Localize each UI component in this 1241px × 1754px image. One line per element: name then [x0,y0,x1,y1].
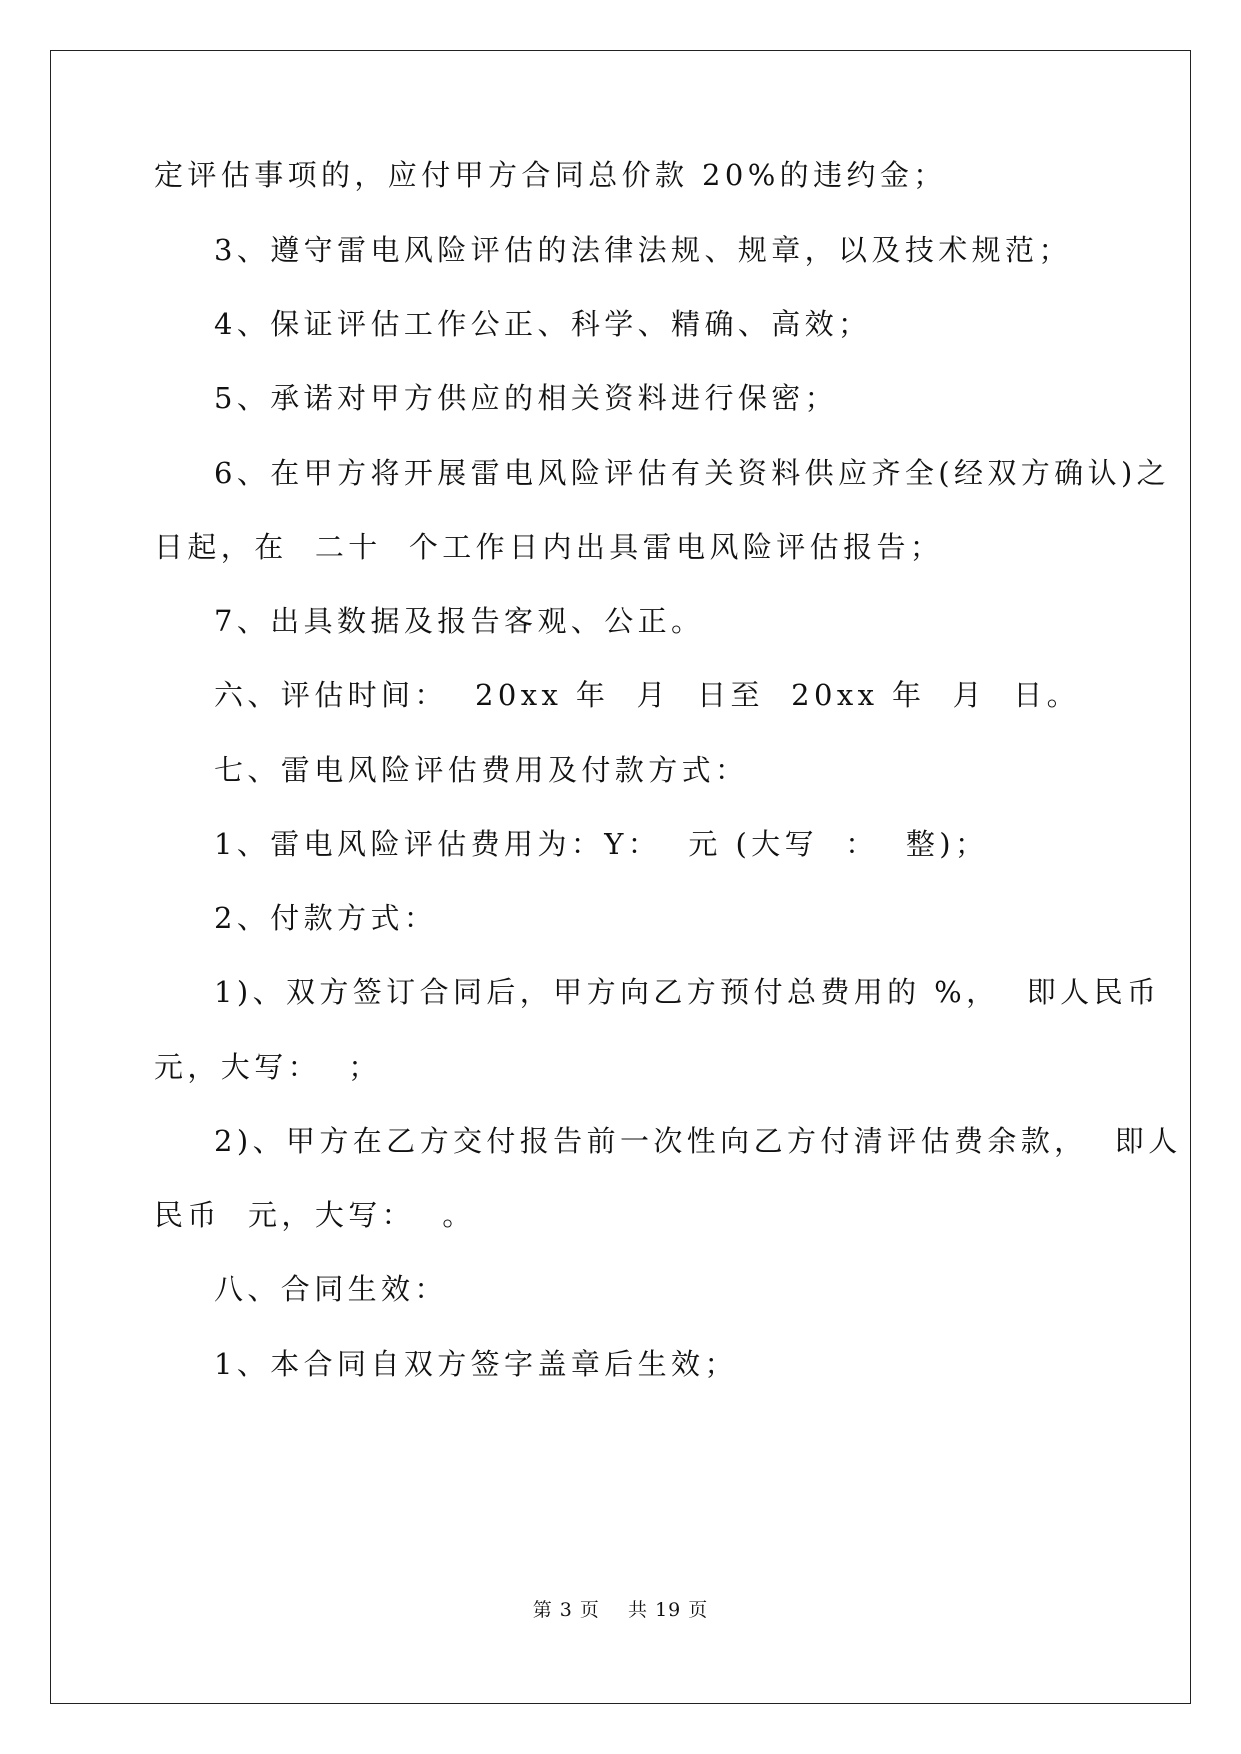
text-line-12: 1)、双方签订合同后，甲方向乙方预付总费用的 %， 即人民币 [214,975,1161,1009]
text-line-10: 1、雷电风险评估费用为：Y： 元 (大写 ： 整)； [214,827,989,861]
text-line-16: 八、合同生效： [214,1272,448,1306]
text-line-1: 定评估事项的，应付甲方合同总价款 20%的违约金； [154,158,947,192]
text-line-5: 6、在甲方将开展雷电风险评估有关资料供应齐全(经双方确认)之 [214,456,1171,490]
text-line-9: 七、雷电风险评估费用及付款方式： [214,753,749,787]
page-border [50,50,1191,1704]
text-line-13: 元，大写： ； [154,1050,382,1084]
text-line-7: 7、出具数据及报告客观、公正。 [214,604,705,638]
text-line-4: 5、承诺对甲方供应的相关资料进行保密； [214,381,839,415]
page-footer: 第 3 页 共 19 页 [532,1599,709,1621]
text-line-3: 4、保证评估工作公正、科学、精确、高效； [214,307,872,341]
text-line-6: 日起，在 二十 个工作日内出具雷电风险评估报告； [154,530,944,564]
text-line-14: 2)、甲方在乙方交付报告前一次性向乙方付清评估费余款， 即人 [214,1124,1182,1158]
text-line-2: 3、遵守雷电风险评估的法律法规、规章，以及技术规范； [214,233,1072,267]
text-line-17: 1、本合同自双方签字盖章后生效； [214,1347,738,1381]
text-line-11: 2、付款方式： [214,901,438,935]
text-line-8: 六、评估时间： 20xx 年 月 日至 20xx 年 月 日。 [214,678,1081,712]
text-line-15: 民币 元，大写： 。 [154,1198,476,1232]
